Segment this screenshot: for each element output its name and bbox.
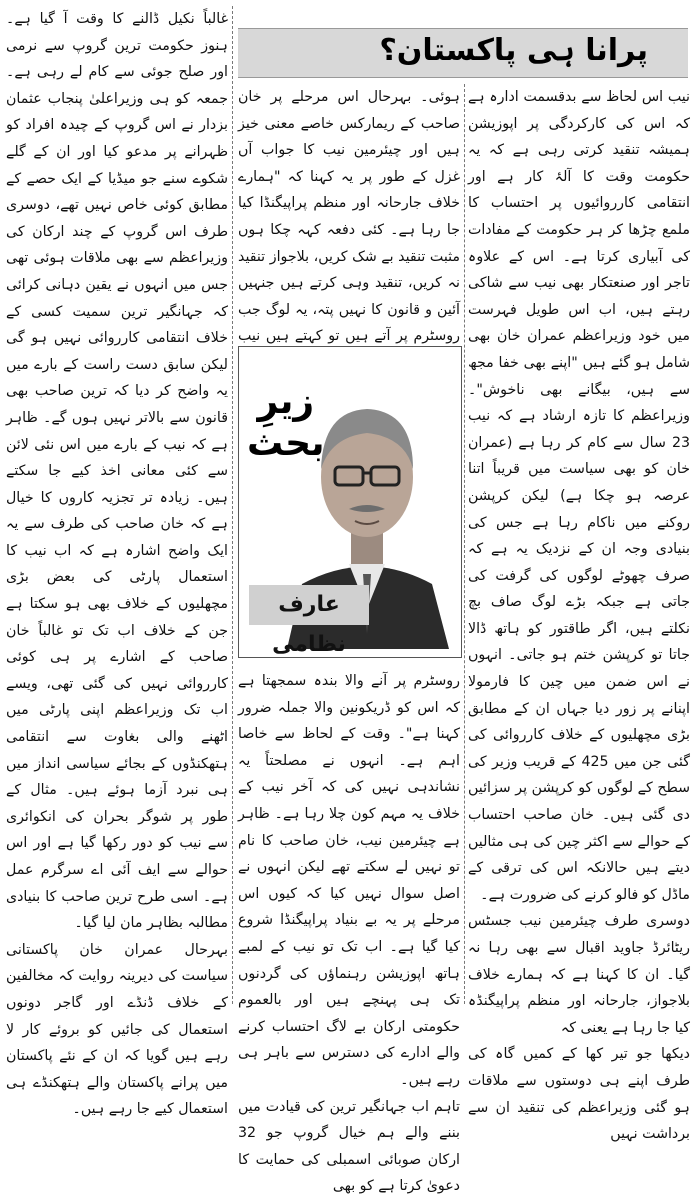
paragraph: نیب اس لحاظ سے بدقسمت ادارہ ہے کہ اس کی کارکردگی پر اپوزیشن ہمیشہ تنقید کرتی رہی ہے کہ یہ حکومت وقت کا آلۂ کار ہے اور انتقامی کارروائیوں پر احتساب کا ملمع چڑھا کر ہر حکومت کے مفادات کی آبیاری کرتا ہے۔ اس کے علاوہ تاجر اور صنعتکار بھی نیب سے شاکی رہتے ہیں، اب اس طویل فہرست میں خود وزیراعظم عمران خان بھی شامل ہو گئے ہیں "اپنے بھی خفا مجھ سے ہیں، بیگانے بھی ناخوش"۔ وزیراعظم کا تازہ ارشاد ہے کہ نیب 23 سال سے کام کر رہا ہے (عمران خان کو بھی سیاست میں قریباً اتنا عرصہ ہو چکا ہے) لیکن کرپشن روکنے میں ناکام رہا ہے جس کی بنیادی وجہ ان کے نزدیک یہ ہے کہ صرف چھوٹے لوگوں کی گرفت کی جاتی ہے جبکہ بڑے لوگ صاف بچ نکلتے ہیں، اگر طاقتور کو ہاتھ ڈالا جاتا تو کرپشن ختم ہو جاتی۔ انہوں نے اس ضمن میں چین کا فارمولا اپنانے پر زور دیا جہاں ان کے مطابق بڑی مچھلیوں کے خلاف کارروائی کی گئی جن میں 425 کے قریب وزیر کی سطح کے لوگوں کو کرپشن پر سزائیں دی گئی ہیں۔ خان صاحب احتساب کے حوالے سے اکثر چین کی ہی مثالیں دیتے ہیں حالانکہ اس کی ترقی کے ماڈل کو فالو کرنے کی ضرورت ہے۔ <box>468 89 690 903</box>
author-name: عارف نظامی <box>249 585 369 625</box>
paragraph: تاہم اب جہانگیر ترین کی قیادت میں بننے والے ہم خیال گروپ جو 32 ارکان صوبائی اسمبلی کی حمایت کا دعویٰ کرتا ہے کو بھی <box>238 1098 460 1195</box>
article-column-middle-bottom <box>238 668 460 1200</box>
columnist-photo-box <box>238 346 462 658</box>
headline-banner <box>238 28 688 78</box>
column-divider <box>232 6 233 1004</box>
rubric-line: بحث <box>247 423 325 464</box>
rubric-line: زیرِ <box>257 381 315 422</box>
paragraph: دوسری طرف چیئرمین نیب جسٹس ریٹائرڈ جاوید اقبال سے بھی رہا نہ گیا۔ ان کا کہنا ہے کہ ہمارے خلاف بلاجواز، جارحانہ اور منظم پراپیگنڈہ کیا جا رہا ہے یعنی کہ <box>468 913 690 1036</box>
article-title: پرانا ہی پاکستان؟ <box>379 33 648 68</box>
column-divider <box>464 84 465 1004</box>
paragraph: غالباً نکیل ڈالنے کا وقت آ گیا ہے۔ ہنوز حکومت ترین گروپ سے نرمی اور صلح جوئی سے کام لے رہی ہے۔ جمعہ کو ہی وزیراعلیٰ پنجاب عثمان بزدار نے اس گروپ کے چیدہ افراد کو ظہرانے پر مدعو کیا اور ان کے گلے شکوے سنے جو میڈیا کے ایک حصے کے مطابق کوئی خاص نہیں تھے، دوسری طرف اس گروپ کے چند ارکان کی وزیراعظم سے بھی ملاقات ہوئی تھی جس میں انہوں نے یقین دہانی کرائی کہ جہانگیر ترین سمیت کسی کے خلاف انتقامی کارروائی نہیں ہو گی لیکن سابق دست راست کے بارے میں یہ واضح کر دیا کہ ترین صاحب بھی قانون سے بالاتر نہیں ہوں گے۔ ظاہر ہے کہ نیب کے بارے میں اس نئی لائن سے کئی معانی اخذ کیے جا سکتے ہیں۔ زیادہ تر تجزیہ کاروں کا خیال ہے کہ خان صاحب کی طرف سے یہ ایک واضح اشارہ ہے کہ اب نیب کا استعمال پارٹی کی بعض بڑی مچھلیوں کے خلاف بھی ہو سکتا ہے جن کے خلاف اب تک تو غالباً خان صاحب کے اشارے پر ہی کوئی کارروائی نہیں کی گئی تھی، ویسے اب تک وزیراعظم اپنی پارٹی میں اٹھنے والی بغاوت سے انتقامی ہتھکنڈوں کے بجائے سیاسی انداز میں ہی نبرد آزما ہوئے ہیں۔ مثال کے طور پر شوگر بحران کی انکوائری سے نیب کو دور رکھا گیا ہے اور اس حوالے سے ایف آئی اے سرگرم عمل ہے۔ اسی طرح ترین صاحب کا بنیادی مطالبہ بظاہر مان لیا گیا۔ <box>6 11 228 932</box>
article-column-middle-top <box>238 84 460 377</box>
article-column-right <box>468 84 690 1148</box>
paragraph: بہرحال عمران خان پاکستانی سیاست کی دیرینہ روایت کہ مخالفین کے خلاف ڈنڈے اور گاجر دونوں استعمال کی جائیں کو بروئے کار لا رہے ہیں گویا کہ ان کے نئے پاکستان میں پرانے پاکستان والے ہتھکنڈے ہی استعمال کیے جا رہے ہیں۔ <box>6 941 228 1118</box>
article-column-left <box>6 6 228 1123</box>
verse-quote: دیکھا جو تیر کھا کے کمیں گاہ کی طرف اپنے ہی دوستوں سے ملاقات ہو گئی وزیراعظم کی تنقید ان سے برداشت نہیں <box>468 1046 690 1143</box>
paragraph: ہوئی۔ بہرحال اس مرحلے پر خان صاحب کے ریمارکس خاصے معنی خیز ہیں اور چیئرمین نیب کا جواب آں غزل کے طور پر یہ کہنا کہ "ہمارے خلاف جارحانہ اور منظم پراپیگنڈا کیا جا رہا ہے۔ کئی دفعہ کہہ چکا ہوں مثبت تنقید بے شک کریں، بلاجواز تنقید نہ کریں، تنقید وہی کرتے ہیں جنہیں آئین و قانون کا نہیں پتہ، یہ لوگ جب روسٹرم پر آتے ہیں تو کہتے ہیں نیب <box>238 89 460 345</box>
paragraph: روسٹرم پر آنے والا بندہ سمجھتا ہے کہ اس کو ڈریکونین والا جملہ ضرور کہنا ہے"۔ وقت کے لحاظ سے خاصا اہم ہے۔ انہوں نے مصلحتاً یہ نشاندہی نہیں کی کہ آخر نیب کے خلاف یہ مہم کون چلا رہا ہے۔ ظاہر ہے چیئرمین نیب، خان صاحب کا نام تو نہیں لے سکتے تھے لیکن انہوں نے اصل سوال نہیں کیا کہ کیوں اس مرحلے پر یہ بے بنیاد پراپیگنڈا شروع کیا گیا ہے۔ اب تک تو نیب کے لمبے ہاتھ اپوزیشن رہنماؤں کی گردنوں تک ہی پہنچے ہیں اور بالعموم حکومتی ارکان بے لاگ احتساب کرنے والے ادارے کی دسترس سے باہر ہی رہے ہیں۔ <box>238 673 460 1088</box>
